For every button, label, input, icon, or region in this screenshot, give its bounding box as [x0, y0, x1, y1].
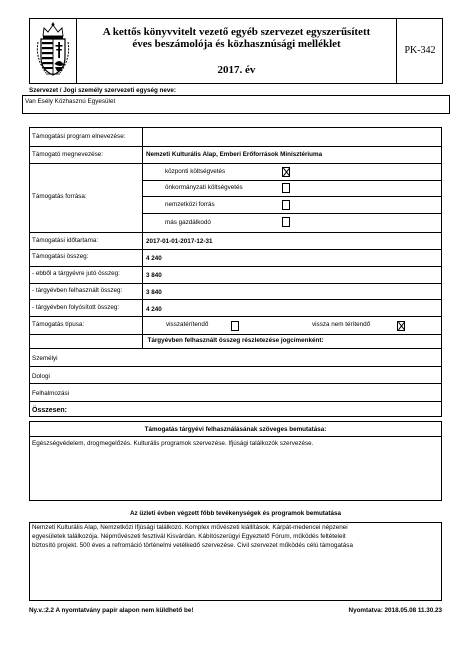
source-option-label: önkormányzati költségvetés	[165, 184, 243, 191]
org-name-label: Szervezet / Jogi személy szervezeti egység neve:	[29, 87, 177, 94]
row-divider	[29, 348, 442, 349]
row-divider	[29, 249, 442, 250]
year-share-label: - ebből a tárgyévre jutó összeg:	[32, 270, 120, 277]
row-divider	[29, 146, 442, 147]
row-divider	[142, 213, 442, 214]
grantor-label: Támogató megnevezése:	[32, 151, 104, 158]
paid-amount-value[interactable]: 4 240	[146, 306, 162, 313]
paid-amount-label: - tárgyévben folyósított összeg:	[32, 304, 120, 311]
row-divider	[29, 334, 442, 335]
amount-label: Támogatási összeg:	[32, 253, 89, 260]
period-value[interactable]: 2017-01-01-2017-12-31	[146, 238, 213, 245]
activities-text-line: Nemzeti Kulturális Alap, Nemzetközi Ifjúsági találkozó. Komplex művészeti kiállítások. Kárpát-medencei népzenei	[32, 524, 348, 531]
usage-heading: Támogatás tárgyévi felhasználásának szöveges bemutatása:	[144, 426, 327, 433]
support-table-label-divider	[142, 127, 143, 348]
source-international-checkbox[interactable]	[282, 200, 290, 210]
row-divider	[29, 383, 442, 384]
source-municipal-budget-checkbox[interactable]	[282, 183, 290, 193]
activities-text-line: egyesületek találkozója. Népművészeti fesztivál Kisvárdán. Kábítószerügyi Egyeztető Fórum, működés feltételeit	[32, 533, 346, 540]
activities-heading: Az üzleti évben végzett főbb tevékenységek és programok bemutatása	[129, 510, 341, 517]
period-label: Támogatási időtartama:	[32, 237, 99, 244]
type-nonrefundable-checkbox[interactable]	[397, 321, 405, 331]
type-refundable-label: visszatérítendő	[166, 321, 209, 328]
org-name-value: Van Esély Közhasznú Egyesület	[25, 98, 116, 105]
row-divider	[29, 401, 442, 402]
usage-text: Egészségvédelem, drogmegelőzés. Kulturális programok szervezése. Ifjúsági találkozók szervezése.	[32, 440, 314, 447]
row-divider	[29, 266, 442, 267]
form-year: 2017. év	[217, 64, 256, 76]
row-divider	[29, 316, 442, 317]
breakdown-total-label: Összesen:	[32, 407, 68, 414]
breakdown-row-label: Felhalmozási	[32, 390, 70, 397]
footer-print-timestamp: Nyomtatva: 2018.05.08 11.30.23	[348, 607, 442, 614]
amount-value[interactable]: 4 240	[146, 255, 162, 262]
breakdown-row-label: Személyi	[32, 355, 58, 362]
row-divider	[29, 232, 442, 233]
used-amount-value[interactable]: 3 840	[146, 289, 162, 296]
year-share-value[interactable]: 3 840	[146, 272, 162, 279]
source-option-label: más gazdálkodó	[165, 219, 211, 226]
source-central-budget-checkbox[interactable]	[282, 167, 290, 177]
footer-version-note: Ny.v.:2.2 A nyomtatvány papír alapon nem küldhető be!	[29, 607, 194, 614]
support-source-label: Támogatás forrása:	[32, 193, 87, 200]
source-option-label: nemzetközi forrás	[165, 201, 215, 208]
coat-of-arms-icon	[34, 22, 72, 78]
type-refundable-checkbox[interactable]	[231, 321, 239, 331]
breakdown-row-label: Dologi	[32, 373, 50, 380]
type-nonrefundable-label: vissza nem térítendő	[312, 321, 371, 328]
program-name-label: Támogatási program elnevezése:	[32, 133, 126, 140]
breakdown-heading: Tárgyévben felhasznált összeg részletezése jogcímenként:	[147, 337, 324, 344]
support-type-label: Támogatás típusa:	[32, 321, 85, 328]
activities-text-line: biztosító projekt. 500 éves a refromáció történelmi vetélkedő szervezése. Civil szervezet működés célú támogatása	[32, 542, 353, 549]
form-title-line2: éves beszámolója és közhasznúsági melléklet	[132, 38, 341, 50]
row-divider	[29, 283, 442, 284]
grantor-value[interactable]: Nemzeti Kulturális Alap, Emberi Erőforrások Minisztériuma	[146, 151, 323, 158]
used-amount-label: - tárgyévben felhasznált összeg:	[32, 287, 123, 294]
form-code: PK-342	[404, 45, 436, 56]
source-other-business-checkbox[interactable]	[282, 217, 290, 227]
row-divider	[29, 299, 442, 300]
row-divider	[29, 163, 442, 164]
row-divider	[29, 366, 442, 367]
row-divider	[142, 180, 442, 181]
row-divider	[142, 196, 442, 197]
form-title-line1: A kettős könyvvitelt vezető egyéb szervezet egyszerűsített	[102, 26, 371, 38]
source-option-label: központi költségvetés	[165, 168, 226, 175]
